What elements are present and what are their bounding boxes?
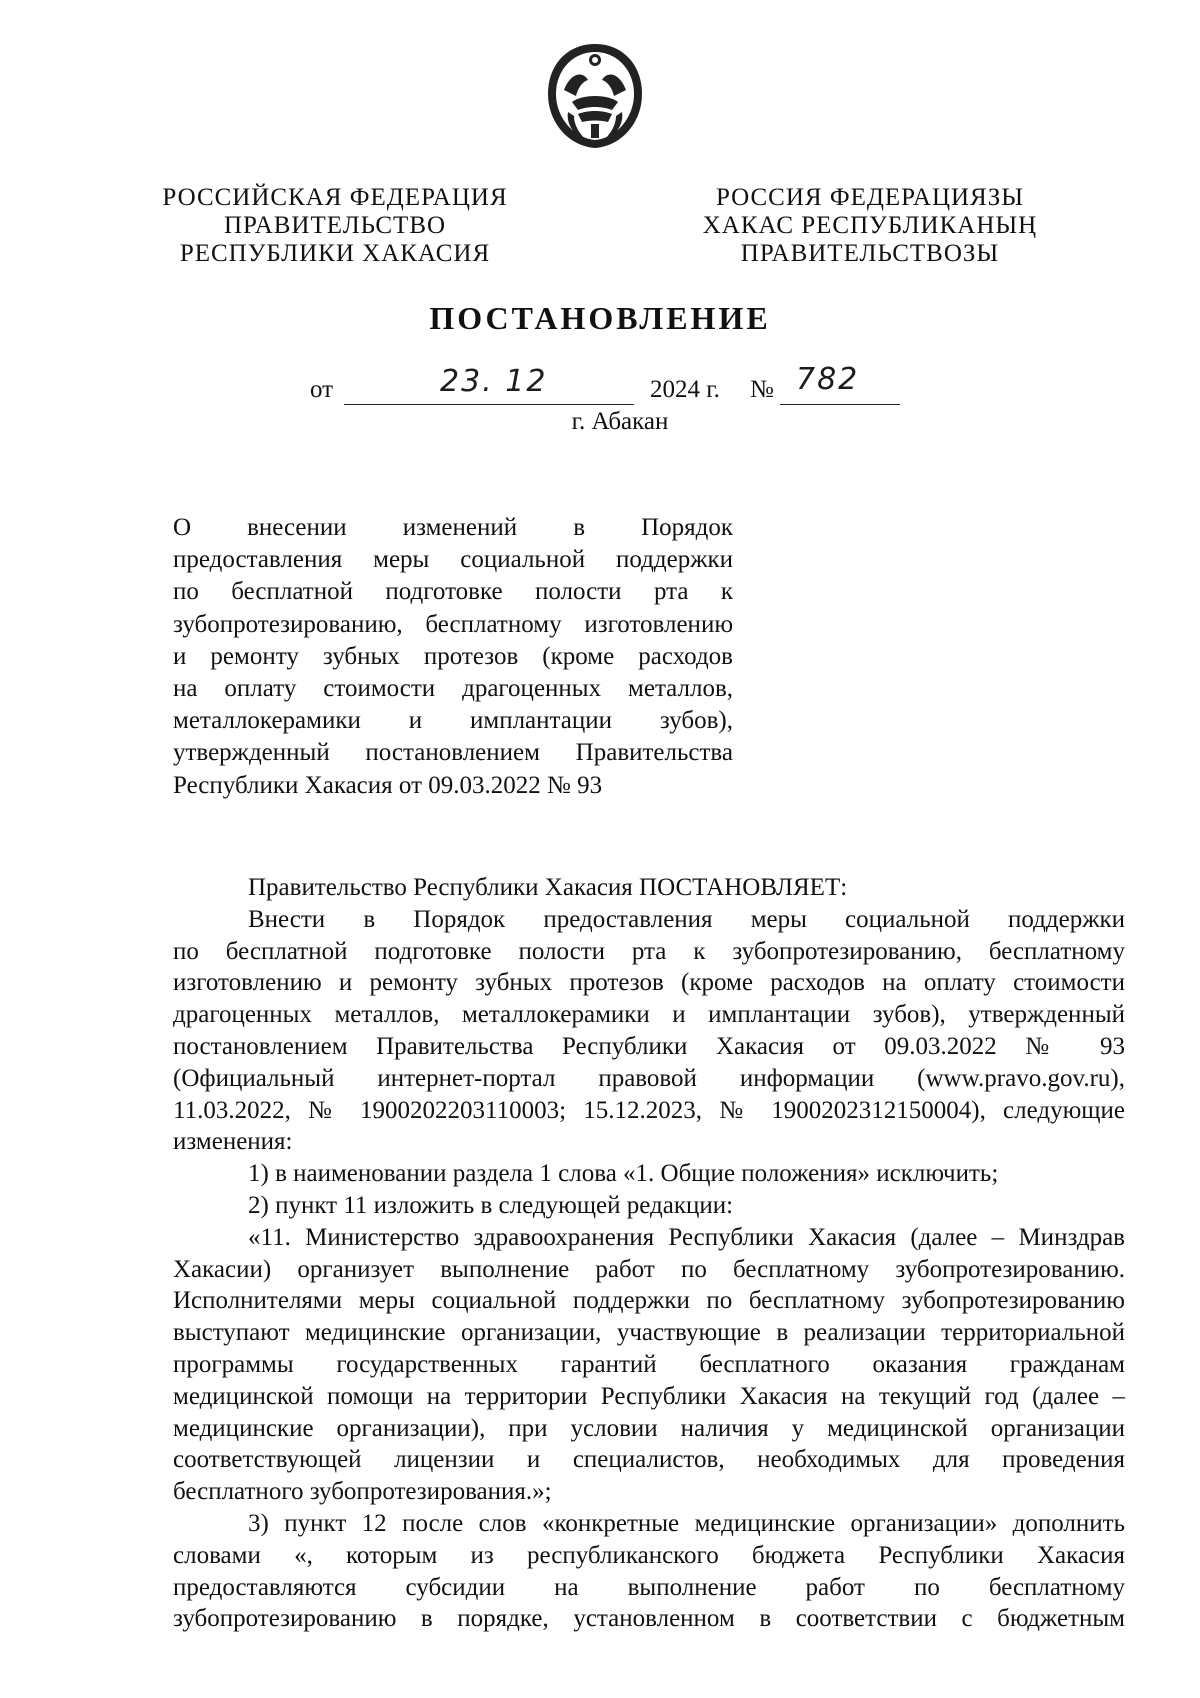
document-title: ПОСТАНОВЛЕНИЕ bbox=[429, 300, 771, 336]
subject-line: предоставления меры социальной поддержки bbox=[173, 546, 733, 574]
header-left-block bbox=[140, 184, 530, 268]
subject-line: и ремонту зубных протезов (кроме расходов bbox=[173, 642, 733, 670]
header-left-line-1: РОССИЙСКАЯ ФЕДЕРАЦИЯ bbox=[162, 184, 508, 211]
body-line: постановлением Правительства Республики Хакасия от 09.03.2022 № 93 bbox=[173, 1032, 1125, 1060]
coat-of-arms-khakassia-icon bbox=[542, 40, 648, 152]
body-line: «11. Министерство здравоохранения Республики Хакасия (далее – Минздрав bbox=[248, 1223, 1125, 1251]
body-line: медицинские организации), при условии наличия у медицинской организации bbox=[173, 1414, 1125, 1442]
body-line: программы государственных гарантий бесплатного оказания гражданам bbox=[173, 1350, 1125, 1378]
header-right-line-1: РОССИЯ ФЕДЕРАЦИЯЗЫ bbox=[715, 184, 1025, 211]
header-right-line-2: ХАКАС РЕСПУБЛИКАНЫҢ bbox=[702, 212, 1038, 239]
date-number-row bbox=[310, 362, 910, 412]
body-line: (Официальный интернет-портал правовой информации (www.pravo.gov.ru), bbox=[173, 1064, 1125, 1092]
body-line: медицинской помощи на территории Республики Хакасия на текущий год (далее – bbox=[173, 1382, 1125, 1410]
body-line: Правительство Республики Хакасия ПОСТАНОВЛЯЕТ: bbox=[248, 874, 848, 901]
body-line: по бесплатной подготовке полости рта к зубопротезированию, бесплатному bbox=[173, 937, 1125, 965]
body-line: зубопротезированию в порядке, установленном в соответствии с бюджетным bbox=[173, 1605, 1125, 1633]
subject-block bbox=[173, 512, 733, 802]
number-handwritten: 782 bbox=[796, 362, 860, 397]
date-underline bbox=[344, 404, 634, 405]
subject-line: О внесении изменений в Порядок bbox=[173, 514, 733, 541]
header-left-line-3: РЕСПУБЛИКИ ХАКАСИЯ bbox=[179, 240, 491, 267]
subject-line: металлокерамики и имплантации зубов), bbox=[173, 707, 733, 735]
header-left-line-2: ПРАВИТЕЛЬСТВО bbox=[223, 212, 447, 239]
body-line: Внести в Порядок предоставления меры социальной поддержки bbox=[248, 905, 1125, 933]
body-line: Хакасии) организует выполнение работ по бесплатному зубопротезированию. bbox=[173, 1255, 1125, 1283]
body-line: изготовлению и ремонту зубных протезов (кроме расходов на оплату стоимости bbox=[173, 969, 1125, 997]
body-line: 2) пункт 11 изложить в следующей редакции: bbox=[248, 1191, 734, 1219]
number-underline bbox=[780, 404, 900, 405]
date-handwritten: 23. 12 bbox=[440, 364, 548, 399]
body-line: драгоценных металлов, металлокерамики и имплантации зубов), утвержденный bbox=[173, 1001, 1125, 1029]
city-label: г. Абакан bbox=[571, 408, 669, 435]
body-line: соответствующей лицензии и специалистов, необходимых для проведения bbox=[173, 1446, 1125, 1474]
date-from-label: от bbox=[310, 376, 334, 403]
subject-line: Республики Хакасия от 09.03.2022 № 93 bbox=[173, 771, 603, 799]
body-line: изменения: bbox=[173, 1128, 293, 1156]
body-line: Исполнителями меры социальной поддержки по бесплатному зубопротезированию bbox=[173, 1287, 1125, 1315]
body-line: 3) пункт 12 после слов «конкретные медицинские организации» дополнить bbox=[248, 1509, 1125, 1537]
body-line: предоставляются субсидии на выполнение работ по бесплатному bbox=[173, 1573, 1125, 1601]
body-line: 11.03.2022, № 1900202203110003; 15.12.2023, № 1900202312150004), следующие bbox=[173, 1096, 1125, 1124]
header-right-line-3: ПРАВИТЕЛЬСТВОЗЫ bbox=[740, 240, 1000, 267]
body-line: 1) в наименовании раздела 1 слова «1. Общие положения» исключить; bbox=[248, 1160, 999, 1188]
body-line: выступают медицинские организации, участвующие в реализации территориальной bbox=[173, 1319, 1125, 1347]
body-line: словами «, которым из республиканского бюджета Республики Хакасия bbox=[173, 1541, 1125, 1569]
subject-line: на оплату стоимости драгоценных металлов, bbox=[173, 674, 733, 702]
subject-line: утвержденный постановлением Правительства bbox=[173, 739, 733, 767]
subject-line: зубопротезированию, бесплатному изготовлению bbox=[173, 610, 733, 638]
body-text bbox=[173, 872, 1125, 1635]
year-label: 2024 г. bbox=[650, 376, 720, 403]
number-label: № bbox=[750, 376, 774, 403]
header-right-block bbox=[680, 184, 1060, 268]
body-line: бесплатного зубопротезирования.»; bbox=[173, 1478, 552, 1506]
subject-line: по бесплатной подготовке полости рта к bbox=[173, 578, 733, 606]
